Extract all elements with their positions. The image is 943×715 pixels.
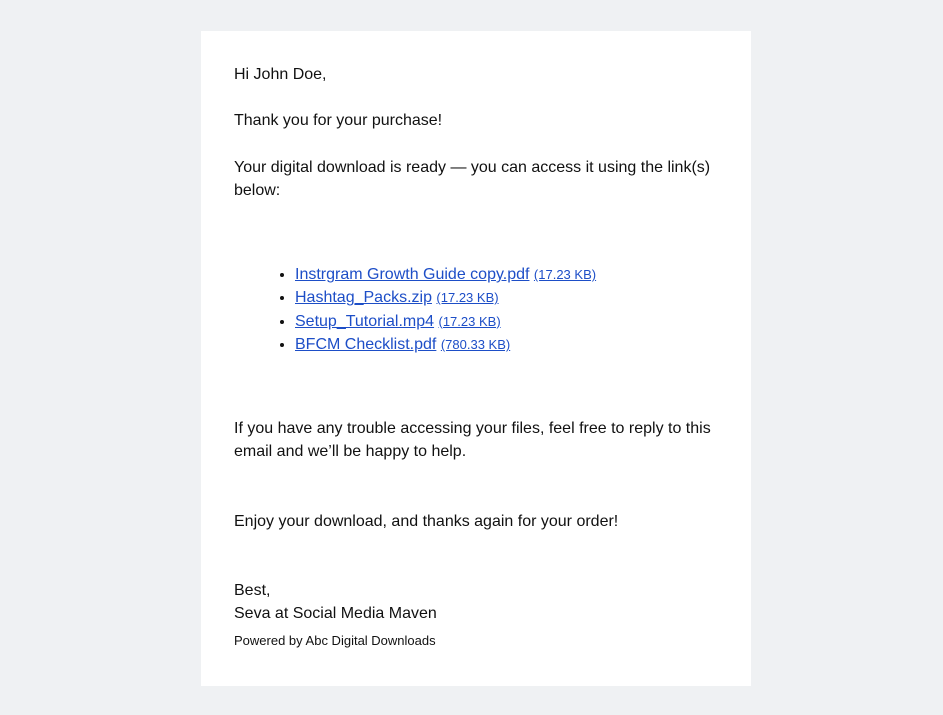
download-item — [295, 286, 596, 309]
download-link-hashtag-packs[interactable]: Hashtag_Packs.zip — [295, 289, 432, 307]
file-size[interactable]: (17.23 KB) — [533, 267, 597, 282]
download-link-bfcm-checklist[interactable]: BFCM Checklist.pdf — [295, 336, 437, 354]
file-size[interactable]: (17.23 KB) — [438, 313, 501, 329]
powered-by-footer: Powered by Abc Digital Downloads — [234, 633, 436, 648]
download-item — [295, 333, 596, 356]
enjoy-message: Enjoy your download, and thanks again for your order! — [234, 513, 619, 530]
thank-you-message: Thank you for your purchase! — [234, 112, 443, 129]
file-size[interactable]: (780.33 KB) — [440, 337, 511, 353]
signature: Seva at Social Media Maven — [234, 605, 437, 622]
download-item — [295, 263, 596, 286]
greeting: Hi John Doe, — [234, 66, 327, 83]
download-item — [295, 310, 596, 333]
help-message: If you have any trouble accessing your files, feel free to reply to this email and we’ll be happy to help. — [234, 420, 711, 460]
download-link-setup-tutorial[interactable]: Setup_Tutorial.mp4 — [295, 312, 435, 330]
download-link-instagram-guide[interactable]: Instrgram Growth Guide copy.pdf — [295, 266, 530, 283]
file-size[interactable]: (17.23 KB) — [436, 290, 499, 306]
closing: Best, — [234, 582, 271, 599]
email-card — [201, 31, 751, 686]
download-list — [261, 263, 596, 357]
download-ready-message: Your digital download is ready — you can access it using the link(s) below: — [234, 159, 711, 199]
